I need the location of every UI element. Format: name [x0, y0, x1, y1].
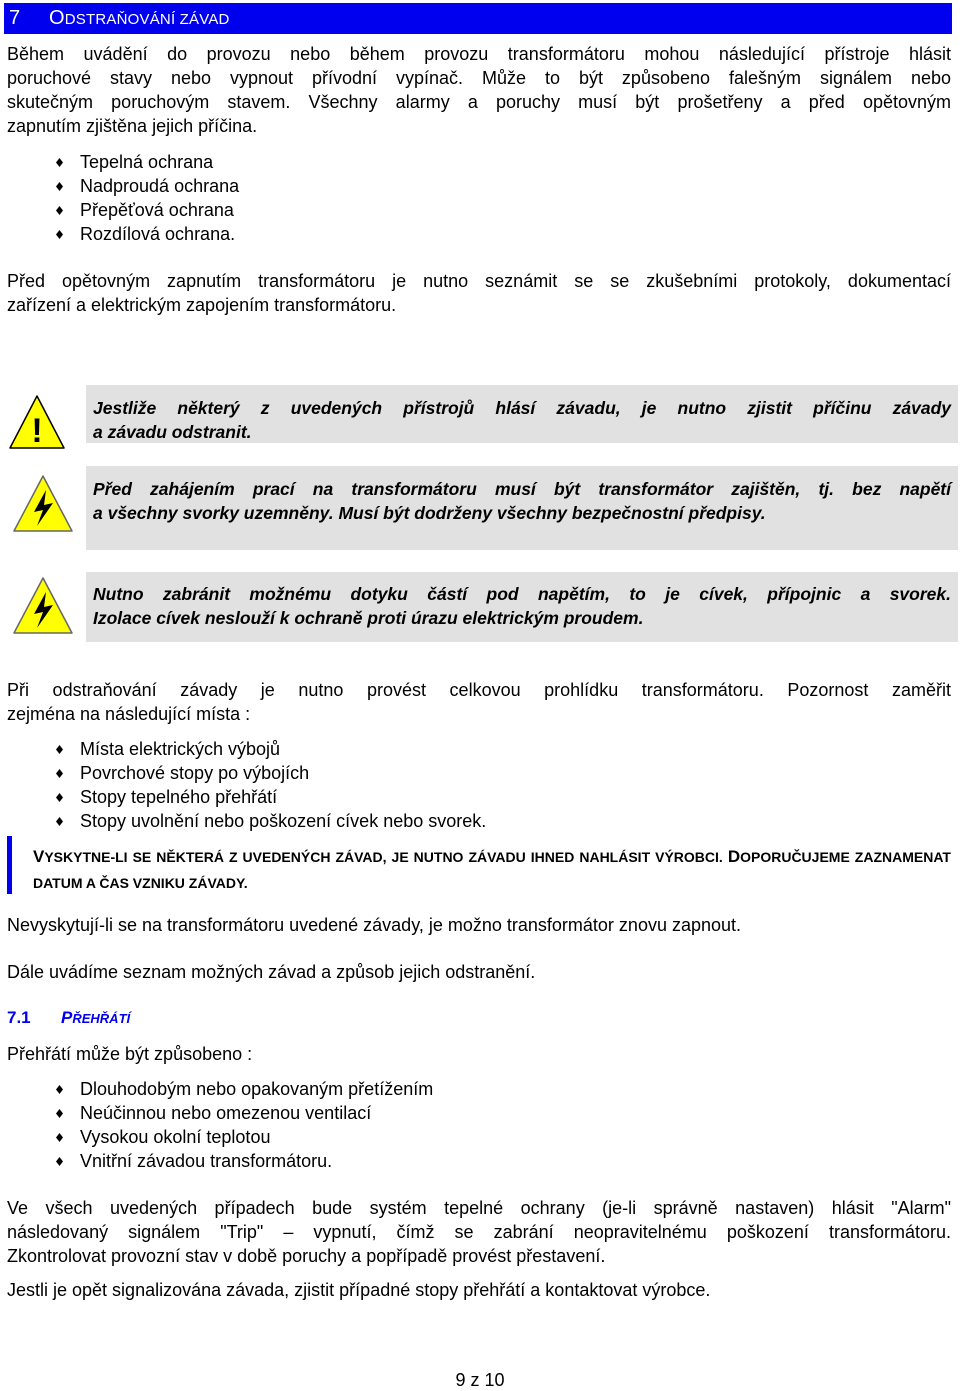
thermal-protection-paragraph: Ve všech uvedených případech bude systém tepelné ochrany (je-li správně nastaven) hlásit "Alarm" následovaný signálem "Trip" – vypnutí, čímž se zabrání neopravitelnému poškození transformátoru. Zkontrolovat provozní stav v době poruchy a popřípadě provést přestavení.	[7, 1198, 951, 1266]
list-item: Dlouhodobým nebo opakovaným přetížením	[7, 1077, 433, 1101]
warning-deenergize-text: Před zahájením prací na transformátoru musí být transformátor zajištěn, tj. bez napětí a všechny svorky uzemněny. Musí být dodrženy všechny bezpečnostní předpisy.	[93, 479, 951, 523]
exclamation-triangle-icon	[8, 394, 66, 452]
section-title: ODSTRAŇOVÁNÍ ZÁVAD	[49, 7, 230, 29]
diamond-bullet-icon	[56, 230, 63, 239]
overheat-intro: Přehřátí může být způsobeno :	[7, 1044, 253, 1064]
restart-paragraph: Před opětovným zapnutím transformátoru je nutno seznámit se se zkušebními protokoly, dokumentací zařízení a elektrickým zapojením transformátoru.	[7, 271, 951, 315]
diamond-bullet-icon	[56, 793, 63, 802]
high-voltage-icon	[12, 474, 74, 536]
warning-devices-text: Jestliže některý z uvedených přístrojů hlásí závadu, je nutno zjistit příčinu závady a závadu odstranit.	[93, 398, 951, 442]
overheat-causes-list	[7, 1077, 433, 1173]
protections-list	[7, 150, 239, 246]
svg-text:!: !	[31, 412, 43, 450]
diamond-bullet-icon	[56, 158, 63, 167]
diamond-bullet-icon	[56, 1133, 63, 1142]
list-item: Stopy tepelného přehřátí	[7, 785, 486, 809]
fault-list-intro: Dále uvádíme seznam možných závad a způsob jejich odstranění.	[7, 962, 536, 982]
diamond-bullet-icon	[56, 745, 63, 754]
list-item: Vysokou okolní teplotou	[7, 1125, 433, 1149]
list-item: Přepěťová ochrana	[7, 198, 239, 222]
notice-marker	[7, 836, 12, 894]
diamond-bullet-icon	[56, 817, 63, 826]
list-item: Místa elektrických výbojů	[7, 737, 486, 761]
subsection-title: PŘEHŘÁTÍ	[61, 1008, 131, 1027]
list-item: Povrchové stopy po výbojích	[7, 761, 486, 785]
list-item: Rozdílová ochrana.	[7, 222, 239, 246]
list-item: Vnitřní závadou transformátoru.	[7, 1149, 433, 1173]
notice-text: VYSKYTNE-LI SE NĚKTERÁ Z UVEDENÝCH ZÁVAD, JE NUTNO ZÁVADU IHNED NAHLÁSIT VÝROBCI. DOPORUČUJEME ZAZNAMENAT DATUM A ČAS VZNIKU ZÁVADY.	[33, 847, 951, 891]
no-faults-paragraph: Nevyskytují-li se na transformátoru uvedené závady, je možno transformátor znovu zapnout.	[7, 915, 742, 935]
section-number: 7	[9, 7, 21, 29]
diamond-bullet-icon	[56, 206, 63, 215]
list-item: Nadproudá ochrana	[7, 174, 239, 198]
list-item: Neúčinnou nebo omezenou ventilací	[7, 1101, 433, 1125]
section-heading	[4, 3, 952, 34]
diamond-bullet-icon	[56, 769, 63, 778]
diamond-bullet-icon	[56, 1157, 63, 1166]
list-item: Stopy uvolnění nebo poškození cívek nebo svorek.	[7, 809, 486, 833]
warning-live-parts-text: Nutno zabránit možnému dotyku částí pod napětím, to je cívek, přípojnic a svorek. Izolace cívek neslouží k ochraně proti úrazu elektrickým proudem.	[93, 584, 951, 628]
intro-paragraph: Během uvádění do provozu nebo během provozu transformátoru mohou následující přístroje hlásit poruchové stavy nebo vypnout přívodní vypínač. Může to být způsobeno falešným signálem nebo skutečným poruchovým stavem. Všechny alarmy a poruchy musí být prošetřeny a před opětovným zapnutím zjištěna jejich příčina.	[7, 44, 951, 136]
diamond-bullet-icon	[56, 1109, 63, 1118]
high-voltage-icon	[12, 576, 74, 638]
subsection-heading	[7, 1008, 130, 1028]
inspection-points-list	[7, 737, 486, 833]
subsection-number: 7.1	[7, 1008, 31, 1027]
diamond-bullet-icon	[56, 1085, 63, 1094]
page-number: 9 z 10	[455, 1370, 505, 1390]
final-paragraph: Jestli je opět signalizována závada, zjistit případné stopy přehřátí a kontaktovat výrobce.	[7, 1280, 711, 1300]
list-item: Tepelná ochrana	[7, 150, 239, 174]
inspection-paragraph: Při odstraňování závady je nutno provést celkovou prohlídku transformátoru. Pozornost zaměřit zejména na následující místa :	[7, 680, 951, 724]
diamond-bullet-icon	[56, 182, 63, 191]
